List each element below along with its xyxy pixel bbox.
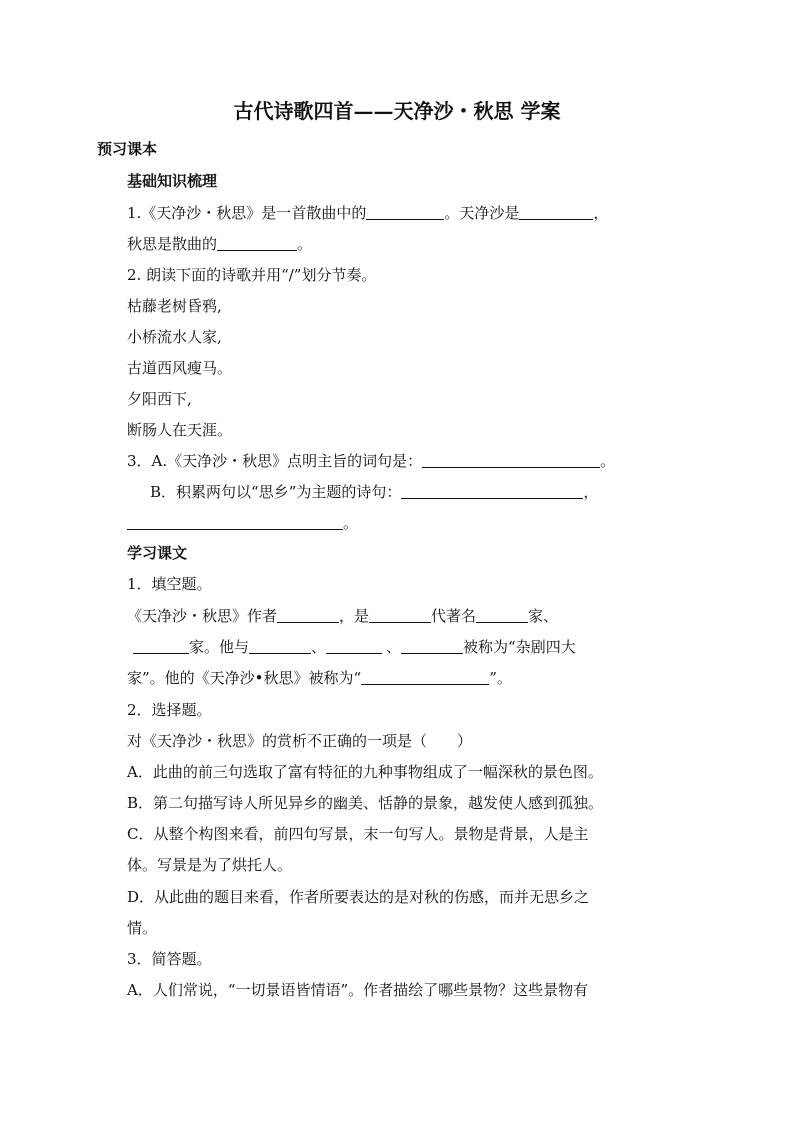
question-text: 。 (297, 235, 313, 253)
answer-blank (133, 639, 189, 654)
question-text: 、 (311, 638, 327, 656)
question-3a (127, 451, 615, 471)
choice-a: A．此曲的前三句选取了富有特征的九种事物组成了一幅深秋的景色图。 (127, 763, 603, 781)
choice-c-line-2: 体。写景是为了烘托人。 (127, 856, 293, 874)
question-text: 家”。他的《天净沙•秋思》被称为“ (127, 669, 362, 687)
answer-blank (361, 670, 489, 685)
question-1-line-1 (127, 203, 608, 223)
question-text: ”。 (489, 669, 512, 687)
choice-d-line-2: 情。 (127, 919, 158, 937)
answer-blank (519, 205, 593, 220)
section-heading-preview: 预习课本 (97, 140, 158, 158)
question-3b (150, 482, 598, 502)
subsection-heading-basics: 基础知识梳理 (127, 172, 218, 190)
answer-blank (401, 639, 463, 654)
study-question-3a: A．人们常说，“一切景语皆情语”。作者描绘了哪些景物？这些景物有 (127, 981, 589, 999)
question-3b-line-2 (127, 513, 358, 533)
question-text: 被称为“杂剧四大 (463, 638, 576, 656)
question-text: 家、 (528, 607, 559, 625)
study-question-2-stem: 对《天净沙・秋思》的赏析不正确的一项是（ ） (127, 732, 473, 750)
poem-line: 小桥流水人家, (127, 328, 222, 346)
question-text: ， (593, 204, 609, 222)
section-heading-study: 学习课文 (127, 544, 188, 562)
poem-line: 古道西风瘦马。 (127, 359, 233, 377)
question-text: 代著名 (431, 607, 477, 625)
choice-c-line-1: C．从整个构图来看，前四句写景，末一句写人。景物是背景，人是主 (127, 825, 589, 843)
study-question-2-title: 2．选择题。 (127, 701, 212, 719)
study-question-1-line-3 (127, 668, 512, 688)
question-text: 、 (386, 638, 402, 656)
question-2-prompt: 2. 朗读下面的诗歌并用“/”划分节奏。 (127, 266, 377, 284)
answer-blank (476, 608, 528, 623)
choice-d-line-1: D．从此曲的题目来看，作者所要表达的是对秋的伤感，而并无思乡之 (127, 888, 590, 906)
poem-line: 断肠人在天涯。 (127, 421, 233, 439)
answer-blank (217, 236, 297, 251)
answer-blank (249, 639, 311, 654)
question-text: 3．A.《天净沙・秋思》点明主旨的词句是： (127, 452, 423, 470)
question-text: 家。他与 (189, 638, 250, 656)
page-title: 古代诗歌四首——天净沙・秋思 学案 (233, 99, 561, 123)
study-question-1-line-1 (127, 606, 558, 626)
study-question-1-title: 1．填空题。 (127, 575, 212, 593)
question-text: 。天净沙是 (444, 204, 520, 222)
question-text: ， (583, 483, 599, 501)
poem-line: 枯藤老树昏鸦, (127, 297, 222, 315)
answer-blank (401, 484, 583, 499)
study-question-3-title: 3．简答题。 (127, 950, 212, 968)
question-text: 。 (343, 514, 359, 532)
answer-blank (366, 205, 444, 220)
question-text: ，是 (339, 607, 370, 625)
question-1-line-2 (127, 234, 312, 254)
question-text: 《天净沙・秋思》作者 (127, 607, 278, 625)
study-question-1-line-2 (133, 637, 576, 657)
answer-blank (326, 639, 382, 654)
answer-blank (422, 453, 600, 468)
question-text: 秋思是散曲的 (127, 235, 218, 253)
poem-line: 夕阳西下, (127, 390, 192, 408)
answer-blank (277, 608, 339, 623)
answer-blank (127, 515, 343, 530)
question-text: B．积累两句以“思乡”为主题的诗句： (150, 483, 402, 501)
question-text: 。 (600, 452, 616, 470)
question-text: 1.《天净沙・秋思》是一首散曲中的 (127, 204, 367, 222)
answer-blank (369, 608, 431, 623)
choice-b: B．第二句描写诗人所见异乡的幽美、恬静的景象，越发使人感到孤独。 (127, 794, 604, 812)
